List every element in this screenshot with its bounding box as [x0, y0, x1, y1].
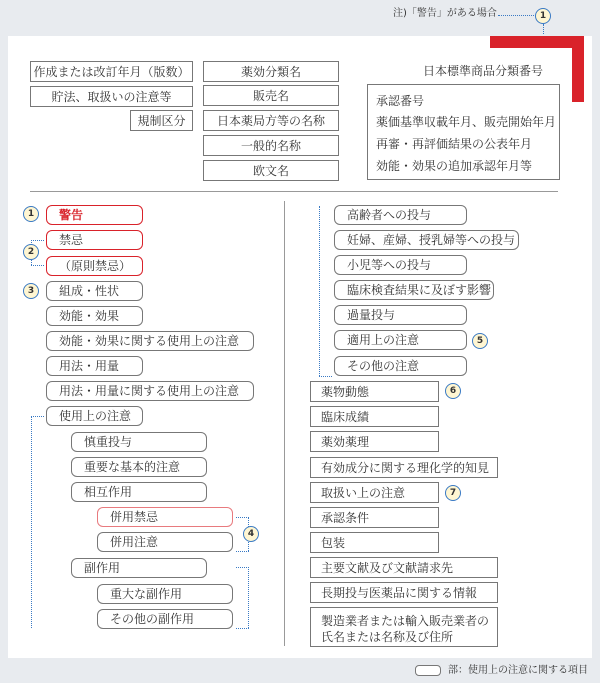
column-divider	[284, 201, 285, 646]
pharmacokinetics-item: 薬物動態	[310, 381, 439, 402]
relative-contraindication-item: （原則禁忌）	[46, 256, 143, 276]
interactions-item: 相互作用	[71, 482, 207, 502]
number-badge-1-top: 1	[535, 8, 551, 24]
serious-adverse-item: 重大な副作用	[97, 584, 233, 604]
note-connector-down	[543, 24, 544, 34]
composition-item: 組成・性状	[46, 281, 143, 301]
approval-number: 承認番号	[376, 94, 425, 108]
adverse-bracket-bottom	[236, 628, 249, 629]
bracket-4-bottom	[236, 551, 249, 552]
other-adverse-item: その他の副作用	[97, 609, 233, 629]
combo-contraindication-item: 併用禁忌	[97, 507, 233, 527]
adverse-reactions-item: 副作用	[71, 558, 207, 578]
classification-number: 日本標準商品分類番号	[423, 64, 544, 78]
manufacturer-line-1: 製造業者または輸入販売業者の	[321, 614, 490, 628]
dosage-precautions-item: 用法・用量に関する使用上の注意	[46, 381, 254, 401]
approval-conditions-item: 承認条件	[310, 507, 439, 528]
legend-text: 部：使用上の注意に関する項目	[448, 665, 588, 676]
reevaluation-date: 再審・再評価結果の公表年月	[376, 137, 533, 151]
other-precautions-item: その他の注意	[334, 356, 467, 376]
precautions-bracket-side	[31, 416, 32, 628]
lab-tests-item: 臨床検査結果に及ぼす影響	[334, 280, 494, 300]
price-listing-date: 薬価基準収載年月、販売開始年月	[376, 115, 557, 129]
overdose-item: 過量投与	[334, 305, 467, 325]
number-badge-6: 6	[445, 383, 461, 399]
packaging-item: 包装	[310, 532, 439, 553]
application-item: 適用上の注意	[334, 330, 467, 350]
number-badge-2: 2	[23, 244, 39, 260]
efficacy-category-box: 薬効分類名	[203, 61, 339, 82]
generic-name-box: 一般的名称	[203, 135, 339, 156]
elderly-item: 高齢者への投与	[334, 205, 467, 225]
red-corner-side	[572, 36, 584, 102]
indications-precautions-item: 効能・効果に関する使用上の注意	[46, 331, 254, 351]
number-badge-1: 1	[23, 206, 39, 222]
physicochemical-item: 有効成分に関する理化学的知見	[310, 457, 498, 478]
number-badge-3: 3	[23, 283, 39, 299]
adverse-bracket-side	[248, 567, 249, 628]
pharmacology-item: 薬効薬理	[310, 431, 439, 452]
long-term-item: 長期投与医薬品に関する情報	[310, 582, 498, 603]
red-corner-top	[490, 36, 584, 48]
contraindication-item: 禁忌	[46, 230, 143, 250]
jp-name-box: 日本薬局方等の名称	[203, 110, 339, 131]
regulatory-box: 規制区分	[130, 110, 193, 131]
number-badge-5: 5	[472, 333, 488, 349]
combo-caution-item: 併用注意	[97, 532, 233, 552]
manufacturer-line-2: 氏名または名称及び住所	[321, 630, 454, 644]
number-badge-7: 7	[445, 485, 461, 501]
careful-administration-item: 慎重投与	[71, 432, 207, 452]
pregnant-item: 妊婦、産婦、授乳婦等への投与	[334, 230, 519, 250]
pediatric-item: 小児等への投与	[334, 255, 467, 275]
number-badge-4: 4	[243, 526, 259, 542]
references-item: 主要文献及び文献請求先	[310, 557, 498, 578]
warning-note: 注)「警告」がある場合	[393, 8, 497, 19]
header-divider	[30, 191, 558, 192]
manufacturer-item	[310, 607, 498, 647]
precautions-bracket-top	[31, 416, 44, 417]
important-basic-item: 重要な基本的注意	[71, 457, 207, 477]
legend-swatch	[415, 665, 441, 676]
date-version-box: 作成または改訂年月（版数）	[30, 61, 193, 82]
right-bracket-bottom	[319, 376, 332, 377]
note-connector	[498, 15, 534, 16]
handling-item: 取扱い上の注意	[310, 482, 439, 503]
right-bracket-side	[319, 206, 320, 376]
bracket-2-top	[31, 240, 44, 241]
clinical-results-item: 臨床成績	[310, 406, 439, 427]
dosage-item: 用法・用量	[46, 356, 143, 376]
precautions-item: 使用上の注意	[46, 406, 143, 426]
bracket-2-bottom	[31, 265, 44, 266]
indications-item: 効能・効果	[46, 306, 143, 326]
english-name-box: 欧文名	[203, 160, 339, 181]
brand-name-box: 販売名	[203, 85, 339, 106]
warning-item: 警告	[46, 205, 143, 225]
additional-approval-date: 効能・効果の追加承認年月等	[376, 159, 533, 173]
approval-info-box	[367, 84, 560, 180]
storage-box: 貯法、取扱いの注意等	[30, 86, 193, 107]
